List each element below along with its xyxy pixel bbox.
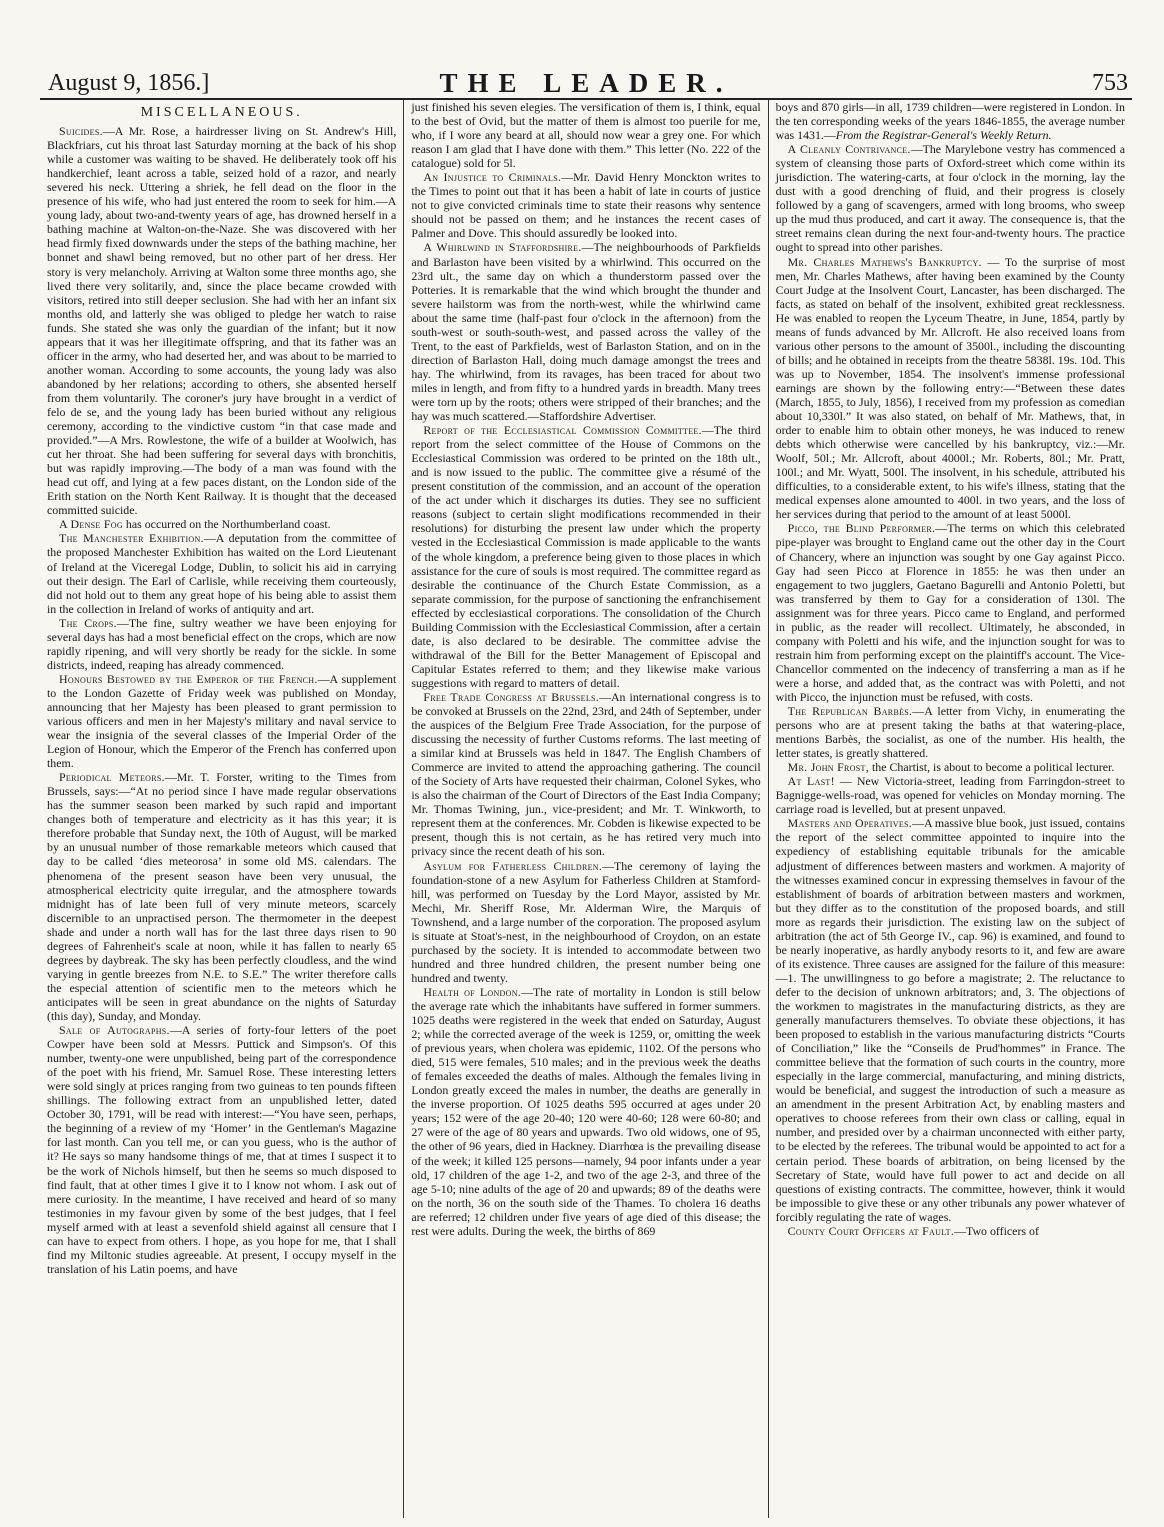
article-title: Asylum for Fatherless Children.: [423, 858, 603, 873]
article-source: From the Registrar-General's Weekly Return.: [835, 128, 1052, 143]
article-title: A Whirlwind in Staffordshire.: [423, 240, 582, 255]
article: [47, 770, 396, 1023]
article: [47, 124, 396, 517]
column-2: [403, 100, 767, 1518]
article-body: —A supplement to the London Gazette of Friday week was published on Monday, announcing that her Majesty has been pleased to grant permission to various officers and men in her Majesty's military and naval service to wear the insignia of the several classes of the Imperial Order of the Legion of Honour, which the Emperor of the French has conferred upon them.: [47, 671, 397, 771]
article-body: —Mr. T. Forster, writing to the Times from Brussels, says:—“At no period since I have made regular observations has the summer season been marked by such rapid and important changes both of temperature and electricity as it has this year; it is therefore probable that Sunday next, the 10th of August, will be marked by an unusual number of those remarkable meteors which caused that day to be called ‘dies meteorosa’ in some old MS. calendars. The phenomena of the present season have been very unusual, the atmospherical electricity quite irregular, and the atmosphere towards midnight has of late been full of very minute meteors, scarcely discernible to an unpractised person. The thermometer in the deepest shade and under a north wall has for the last three days risen to 90 degrees of Fahrenheit's scale at noon, while it has fallen to nearly 65 degrees by daybreak. The sky has been perfectly cloudless, and the wind varying in gentle breezes from N.E. to S.E.” The writer therefore calls the especial attention of scientific men to the meteors which he anticipates will be seen in great abundance on the nights of Saturday (this day), Sunday, and Monday.: [47, 770, 397, 1023]
article: [776, 521, 1125, 704]
article-title: Sale of Autographs.: [59, 1023, 170, 1038]
article: [776, 1224, 1125, 1238]
article: [776, 760, 1125, 774]
article: [47, 1023, 396, 1276]
article-body: just finished his seven elegies. The versification of them is, I think, equal to the best of Ovid, but the matter of them is almost too puerile for me, who, if I wore any beard at all, should now wear a grey one. For which reason I am glad that I have done with them.” This letter (No. 222 of the catalogue) sold for 5l.: [411, 100, 761, 171]
article-body: —Mr. David Henry Monckton writes to the Times to point out that it has been a habit of late in courts of justice not to give convicted criminals time to state their reasons why sentence should not be passed on them; and he instances the recent cases of Palmer and Dove. This should assuredly be looked into.: [411, 170, 761, 241]
article-body: — New Victoria-street, leading from Farringdon-street to Bagnigge-wells-road, was opened for vehicles on Monday morning. The carriage road is levelled, but at present unpaved.: [775, 774, 1125, 817]
article-body: —A deputation from the committee of the proposed Manchester Exhibition has waited on the Lord Lieutenant of Ireland at the Viceregal Lodge, Dublin, to solicit his aid in carrying out their design. The Earl of Carlisle, while receiving them courteously, did not hold out to them any great hope of his being able to assist them in the collection in Ireland of works of antiquity and art.: [47, 531, 397, 616]
article: [47, 616, 396, 672]
article: [776, 816, 1125, 1223]
article: [411, 859, 760, 985]
article-body: —A letter from Vichy, in enumerating the persons who are at present taking the baths at that watering-place, mentions Barbès, the socialist, as one of the number. His health, the letter states, is greatly shattered.: [775, 704, 1125, 761]
article-title: Report of the Ecclesiastical Commission Committee.: [423, 423, 702, 438]
article: [776, 142, 1125, 254]
article-body: —A series of forty-four letters of the poet Cowper have been sold at Messrs. Puttick and Simpson's. Of this number, twenty-one were unpublished, being part of the correspondence of the poet with his friend, Mr. Samuel Rose. These interesting letters were sold singly at prices ranging from two guineas to ten pounds fifteen shillings. The following extract from an unpublished letter, dated October 30, 1791, will be read with interest:—“You have seen, perhaps, the beginning of a review of my ‘Homer’ in the Gentleman's Magazine for last month. Can you tell me, or can you guess, who is the author of it? He says so many handsome things of me, that at times I suspect it to be the work of Nichols himself, but then he seems so much disposed to find fault, that at other times I give it to I know not whom. I ask out of mere curiosity. In the meantime, I have received and heard of so many testimonies in my favour given by some of the best judges, that I feel myself armed with at least a sevenfold shield against all censure that I can have to expect from others. I hope, as you hope for me, that I shall find my Miltonic studies agreeable. At present, I occupy myself in the translation of his Latin poems, and have: [47, 1023, 397, 1276]
article: [47, 672, 396, 770]
article: [411, 690, 760, 859]
section-heading: MISCELLANEOUS.: [140, 105, 303, 120]
article-title: Masters and Operatives.: [787, 816, 913, 831]
article-body: —A massive blue book, just issued, contains the report of the select committee appointed to inquire into the expediency of establishing equitable tribunals for the amicable adjustment of differences between masters and workmen. A majority of the witnesses examined concur in expressing themselves in favour of the establishment of boards of arbitration between masters and workmen, but they differ as to the constitution of the proposed boards, and still more as regards their jurisdiction. The existing law on the subject of arbitration (the act of 5th George IV., cap. 96) is examined, and found to be nearly inoperative, as hardly anybody resorts to it, and few are aware of its existence. Three causes are assigned for the failure of this measure:—1. The unwillingness to go before a magistrate; 2. The reluctance to defer to the decision of unknown arbitrators; and, 3. The objections of the workmen to magistrates in the manufacturing districts, as they are generally manufacturers themselves. To obviate these objections, it has been proposed to establish in the various manufacturing districts “Courts of Conciliation,” like the “Conseils de Prud'hommes” in France. The committee believe that the formation of such courts in the country, more especially in the large commercial, manufacturing, and mining districts, would be beneficial, and suggest the introduction of such a measure as an amendment in the present Arbitration Act, by enabling masters and operatives to choose referees from their own class or calling, equal in number, and presided over by a chairman unconnected with either party, to be elected by the referees. The tribunal would be appointed to act for a certain period. These boards of arbitration, on being licensed by the Secretary of State, would have full power to act and decide on all questions of existing contracts. The committee, however, think it would be impossible to give these or any other tribunals any power whatever of forcibly regulating the rate of wages.: [775, 816, 1125, 1224]
page-number: 753: [1092, 70, 1128, 96]
article-body: —The terms on which this celebrated pipe-player was brought to England came out the other day in the Court of Chancery, where an injunction was sought by one Gay against Picco. Gay had seen Picco at Florence in 1855: he was then under an engagement to two jugglers, Gaetano Bagurelli and Antonio Poletti, but was transferred by them to Gay for a consideration of 130l. The assignment was for three years. Picco came to England, and performed in public, as the reader will recollect. Ultimately, he absconded, in company with Poletti and his wife, and the injunction sought for was to restrain him from performing except on the plaintiff's account. The Vice-Chancellor commented on the indecency of transferring a man as if he were a horse, and added that, as the contract was with Poletti, and not with Picco, the injunction must be refused, with costs.: [775, 521, 1125, 704]
article-title: At Last!: [787, 774, 835, 789]
article-title: Honours Bestowed by the Emperor of the French.: [59, 671, 318, 686]
article: [411, 170, 760, 240]
column-3: [768, 100, 1132, 1518]
article-body: —The neighbourhoods of Parkfields and Barlaston have been visited by a whirlwind. This occurred on the 23rd ult., the same day on which a thunderstorm passed over the Potteries. It is remarkable that the wind which brought the thunder and severe hailstorm was from the north-west, while the whirlwind came about the same time (half-past four o'clock in the afternoon) from the south-west or south-south-west, and passed across the valley of the Trent, to the east of Parkfields, west of Barlaston Station, and on in the direction of Barlaston Hall, doing much damage amongst the trees and hay. The whirlwind, from its ravages, has been traced for about two miles in length, and from fifty to a hundred yards in breadth. Many trees were torn up by the roots; others were stripped of their branches; and the hay was much scattered.—Staffordshire Advertiser.: [411, 240, 761, 424]
article-title: A Dense Fog: [59, 517, 123, 532]
article: [411, 423, 760, 690]
article-body: —Two officers of: [954, 1223, 1039, 1238]
article-body: —The rate of mortality in London is still below the average rate which the inhabitants have suffered in former summers. 1025 deaths were registered in the week that ended on Saturday, August 2; while the corrected average of the week is 1259, or, omitting the week of previous years, when cholera was epidemic, 1102. Of the persons who died, 515 were females, 510 males; and in the previous week the deaths of females exceeded the deaths of males. Although the females living in London greatly exceed the males in number, the deaths are generally in the inverse proportion. Of 1025 deaths 595 occurred at ages under 20 years; 152 were of the age 20-40; 120 were 40-60; 128 were 60-80; and 27 were of the age of 80 years and upwards. Two old widows, one of 95, the other of 96 years, died in Hackney. Diarrhœa is the prevailing disease of the week; it killed 125 persons—namely, 94 poor infants under a year old, 17 children of the age 1-2, and two of the age 2-3, and three of the age 5-10; nine adults of the age of 20 and upwards; 89 of the deaths were on the north, 36 on the south side of the Thames. To cholera 16 deaths are referred; 12 children under five years of age died of this disease; the rest were adults. During the week, the births of 869: [411, 984, 761, 1238]
article-body: boys and 870 girls—in all, 1739 children—were registered in London. In the ten corresponding weeks of the years 1846-1855, the average number was 1431.—: [775, 100, 1125, 143]
masthead-title: THE LEADER.: [439, 68, 733, 98]
page-header: [40, 58, 1132, 100]
article-title: The Manchester Exhibition.: [59, 531, 204, 546]
article-title: A Cleanly Contrivance.: [787, 142, 911, 157]
article-title: Mr. Charles Mathews's Bankruptcy.: [787, 254, 982, 269]
article-title: County Court Officers at Fault.: [787, 1223, 955, 1238]
article: [776, 255, 1125, 522]
article: [776, 704, 1125, 760]
article-body: — To the surprise of most men, Mr. Charles Mathews, after having been examined by the County Court Judge at the Insolvent Court, Lancaster, has been discharged. The facts, as stated on behalf of the insolvent, exhibited great recklessness. He was enabled to reopen the Lyceum Theatre, in June, 1854, partly by means of funds advanced by Mr. Allcroft. He also received loans from various other persons to the amount of 3500l., including the discounting of bills; and he obtained in receipts from the theatre 5838l. 19s. 10d. This was up to November, 1854. The insolvent's immense professional earnings are shown by the following entry:—“Between these dates (March, 1855, to July, 1856), I received from my profession as comedian about 10,330l.” It was also stated, on behalf of Mr. Mathews, that, in order to enable him to obtain other moneys, he was induced to renew debts which otherwise were cancelled by his bankruptcy, viz.:—Mr. Woolf, 50l.; Mr. Allcroft, about 4000l.; Mr. Roberts, 80l.; Mr. Pratt, 100l.; and Mr. Wyatt, 500l. The insolvent, in his schedule, attributed his difficulties, to a considerable extent, to his wife's illness, stating that the medical expenses alone amounted to 400l. in two years, and the loss of her services during that period to the amount of at least 5000l.: [775, 254, 1125, 522]
article: [411, 985, 760, 1238]
article-continued: [776, 100, 1125, 142]
article-body: —The ceremony of laying the foundation-stone of a new Asylum for Fatherless Children at Stamford-hill, was performed on Tuesday by the Lord Mayor, assisted by Mr. Mechi, Mr. Sheriff Rose, Mr. Alderman Wire, the Marquis of Townshend, and a large number of the corporation. The proposed asylum is situate at Stoat's-nest, in the neighbourhood of Croydon, on an estate purchased by the society. It is intended to accommodate between two hundred and three hundred children, the present number being one hundred and twenty.: [411, 858, 761, 985]
article-title: Free Trade Congress at Brussels.: [423, 689, 600, 704]
text-columns: [40, 100, 1132, 1518]
article-title: Periodical Meteors.: [59, 770, 165, 785]
article-title: The Crops.: [59, 615, 117, 630]
article: [47, 517, 396, 531]
article: [776, 774, 1125, 816]
article: [47, 531, 396, 615]
article-title: Suicides.: [59, 124, 103, 139]
article-body: —The fine, sultry weather we have been enjoying for several days has had a most beneficial effect on the crops, which are now rapidly ripening, and will very shortly be ready for the sickle. In some districts, indeed, reaping has already commenced.: [47, 615, 397, 672]
article-title: The Republican Barbès.: [787, 704, 913, 719]
article-title: An Injustice to Criminals.: [423, 170, 562, 185]
article-body: —The Marylebone vestry has commenced a system of cleansing those parts of Oxford-street which come within its jurisdiction. The watering-carts, at four o'clock in the morning, lay the dust with a good drenching of fluid, and their progress is closely followed by a gang of scavengers, armed with long brooms, who sweep up the mud thus produced, and cart it away. The consequence is, that the street remains clean during the next four-and-twenty hours. The practice ought to spread into other parishes.: [775, 142, 1125, 255]
article-body: —A Mr. Rose, a hairdresser living on St. Andrew's Hill, Blackfriars, cut his throat last Saturday morning at the back of his shop while a customer was waiting to be shaved. He deliberately took off his handkerchief, leant across a table, seized hold of a razor, and nearly severed his neck. Uttering a shriek, he fell dead on the floor in the presence of his wife, who had just entered the room to seek for him.—A young lady, about two-and-twenty years of age, has drowned herself in a bathing machine at Walton-on-the-Naze. She was discovered with her head firmly fixed downwards under the steps of the bathing machine, her bonnet and shawl being removed, but no other part of her dress. Her story is very melancholy. Arriving at Walton some three months ago, she lived there very solitarily, and, since the place became crowded with visitors, retired into still deeper seclusion. She had with her an infant six months old, and latterly she was obliged to pledge her watch to raise funds. She stated she was only the guardian of the infant; but it now appears that it was her illegitimate offspring, and that its father was an officer in the army, who had deserted her, and was about to be married to another woman. According to some accounts, the young lady was also abandoned by her relations; according to others, she absented herself from them voluntarily. The coroner's jury have brought in a verdict of felo de se, and the young lady has been buried without any religious ceremony, according to the vindictive custom “in that case made and provided.”—A Mrs. Rowlestone, the wife of a builder at Woolwich, has cut her throat. She had been suffering for several days with bronchitis, but was rapidly improving.—The body of a man was found with the head cut off, and lying at a few paces distant, on the London side of the Erith station on the North Kent Railway. It is thought that the deceased committed suicide.: [47, 124, 397, 518]
article-body: —The third report from the select committee of the House of Commons on the Ecclesiastical Commission was ordered to be printed on the 18th ult., and is now issued to the public. The committee give a résumé of the present constitution of the commission, and an account of the operation of the act under which it discharges its duties. They see no sufficient reasons (subject to certain slight modifications recommended in their resolutions) for disturbing the present law under which the property vested in the Ecclesiastical Commission is made applicable to the wants of the whole kingdom, a preference being given to those places in which assistance for the cure of souls is most required. The committee regard as desirable the continuance of the Church Estate Commission, as a separate commission, for the purpose of sanctioning the enfranchisement effected by ecclesiastical corporations. The consolidation of the Church Building Commission with the Ecclesiastical Commission, after a certain date, is also declared to be desirable. The committee advise the withdrawal of the Bill for the Better Management of Episcopal and Capitular Estates referred to them; and they likewise make various suggestions with regard to matters of detail.: [411, 423, 761, 690]
article-title: Picco, the Blind Performer.: [787, 521, 936, 536]
column-1: [40, 100, 403, 1518]
issue-date: August 9, 1856.]: [48, 70, 210, 96]
article-body: the Chartist, is about to become a political lecturer.: [868, 760, 1115, 775]
article: [411, 240, 760, 423]
article-body: has occurred on the Northumberland coast.: [122, 517, 331, 532]
article-continued: [411, 100, 760, 170]
article-title: Mr. John Frost,: [787, 760, 869, 775]
article-body: —An international congress is to be convoked at Brussels on the 22nd, 23rd, and 24th of September, under the auspices of the Belgium Free Trade Association, for the purpose of discussing the necessity of further Customs reforms. The last meeting of a similar kind at Brussels was held in 1847. The English Chambers of Commerce are invited to attend the approaching gathering. The council of the Society of Arts have requested their chairman, Colonel Sykes, who is also the chairman of the Court of Directors of the East India Company; Mr. Thomas Twining, jun., vice-president; and Mr. T. Winkworth, to represent them at the conferences. Mr. Cobden is likewise expected to be present, though this is not certain, as he has retired very much into privacy since the recent death of his son.: [411, 689, 761, 859]
article-title: Health of London.: [423, 984, 522, 999]
